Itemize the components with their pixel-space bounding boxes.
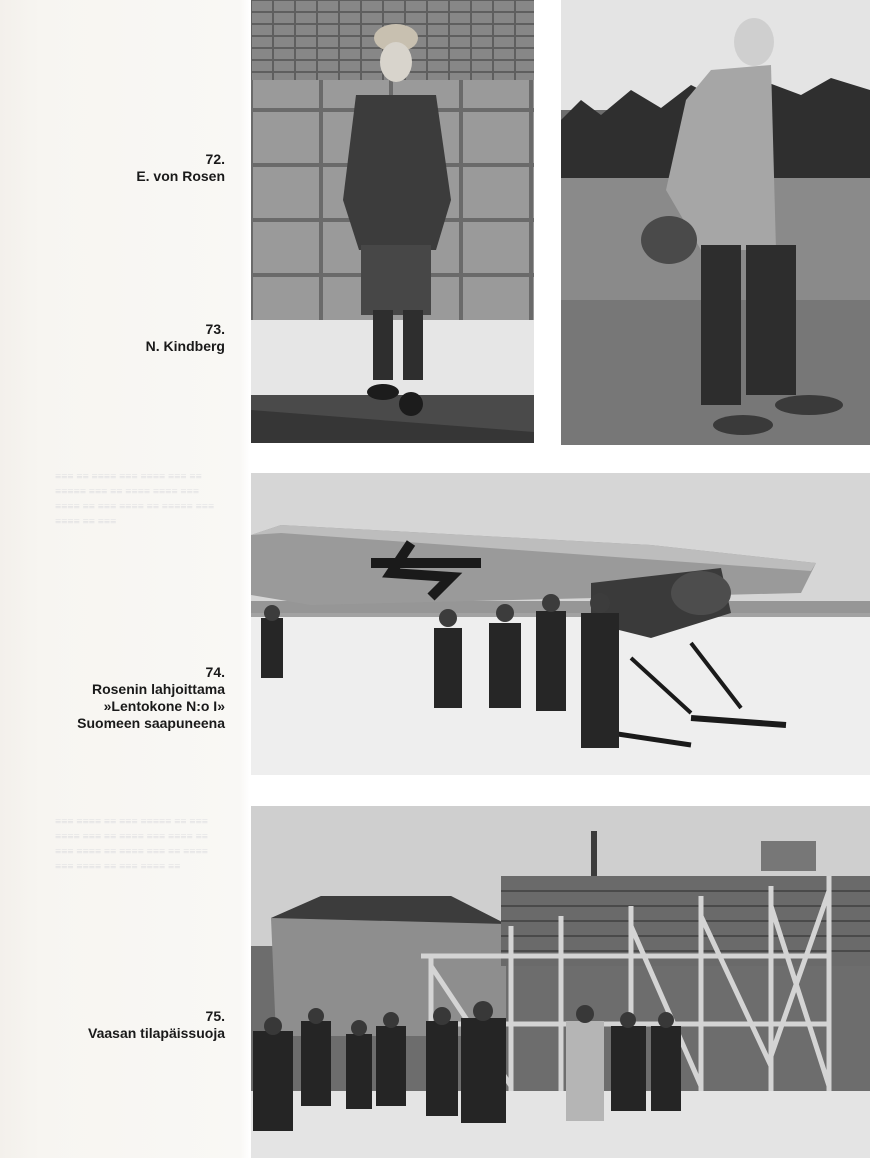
caption-text: E. von Rosen bbox=[136, 168, 225, 184]
caption-text: Rosenin lahjoittama »Lentokone N:o I» Suomeen saapuneena bbox=[77, 681, 225, 731]
caption-number: 74. bbox=[205, 664, 225, 680]
photo-von-rosen-image bbox=[251, 0, 534, 443]
caption-74 bbox=[77, 647, 225, 732]
caption-75 bbox=[88, 991, 225, 1042]
show-through-text: ≡≡≡ ≡≡≡≡ ≡≡ ≡≡≡ ≡≡≡≡≡ ≡≡ ≡≡≡ ≡≡≡≡ ≡≡≡ ≡≡ ≡≡≡≡ ≡≡≡ ≡≡≡≡ ≡≡ ≡≡≡ ≡≡≡≡ ≡≡ ≡≡≡≡ ≡≡≡ ≡≡ ≡≡≡≡ ≡≡≡ ≡≡≡≡ ≡≡ ≡≡≡ ≡≡≡≡ ≡≡ bbox=[55, 816, 208, 873]
caption-73 bbox=[146, 304, 225, 355]
photo-kindberg-image bbox=[561, 0, 870, 445]
caption-text: Vaasan tilapäissuoja bbox=[88, 1025, 225, 1041]
caption-text: N. Kindberg bbox=[145, 338, 225, 354]
photo-aircraft bbox=[251, 473, 870, 775]
photo-von-rosen bbox=[251, 0, 534, 443]
caption-number: 72. bbox=[205, 151, 225, 167]
show-through-text: ≡≡≡ ≡≡ ≡≡≡≡ ≡≡≡ ≡≡≡≡ ≡≡≡ ≡≡ ≡≡≡≡≡ ≡≡≡ ≡≡ ≡≡≡≡ ≡≡≡≡ ≡≡≡ ≡≡≡≡ ≡≡ ≡≡≡ ≡≡≡≡ ≡≡ ≡≡≡≡≡ ≡≡≡ ≡≡≡≡ ≡≡ ≡≡≡ bbox=[55, 471, 215, 528]
photo-hangar-image bbox=[251, 806, 870, 1158]
photo-kindberg bbox=[561, 0, 870, 445]
caption-72 bbox=[136, 134, 225, 185]
caption-number: 73. bbox=[205, 321, 225, 337]
photo-aircraft-image bbox=[251, 473, 870, 775]
caption-number: 75. bbox=[205, 1008, 225, 1024]
photo-hangar bbox=[251, 806, 870, 1158]
